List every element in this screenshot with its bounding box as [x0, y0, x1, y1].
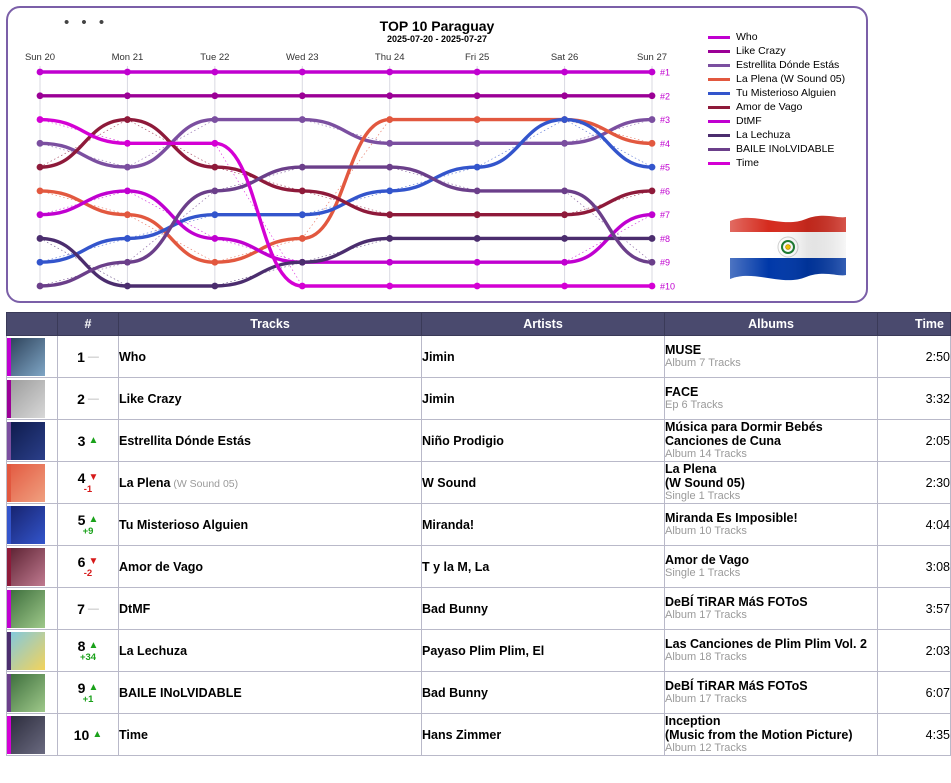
table-row[interactable] [7, 504, 951, 546]
header-tracks[interactable]: Tracks [119, 313, 422, 336]
table-row[interactable] [7, 420, 951, 462]
x-axis-tick-label: Thu 24 [374, 52, 405, 63]
series-point[interactable] [474, 283, 481, 290]
album-title: La Plena [665, 462, 717, 476]
rank-number: 1 [77, 348, 85, 365]
album-title: Miranda Es Imposible! [665, 511, 798, 525]
chart-subtitle: 2025-07-20 - 2025-07-27 [386, 34, 488, 44]
series-point[interactable] [124, 283, 131, 290]
series-point[interactable] [299, 259, 306, 266]
rank-color-stripe [7, 506, 11, 544]
y-axis-tick-label: #2 [660, 91, 671, 102]
track-title: Estrellita Dónde Estás [119, 433, 251, 448]
series-point[interactable] [386, 283, 393, 290]
track-cell[interactable] [119, 546, 422, 588]
legend-label: BAILE INoLVIDABLE [736, 143, 835, 155]
album-art-cell [7, 630, 58, 672]
series-point[interactable] [211, 116, 218, 123]
track-title: Like Crazy [119, 391, 182, 406]
chart-legend [708, 30, 868, 170]
series-point[interactable] [124, 92, 131, 99]
series-point[interactable] [649, 187, 656, 194]
duration-cell: 2:05 [878, 420, 951, 462]
series-point[interactable] [386, 259, 393, 266]
series-point[interactable] [561, 235, 568, 242]
artist-cell[interactable]: Hans Zimmer [422, 714, 665, 756]
rank-delta: +34 [79, 652, 97, 663]
y-axis-tick-label: #4 [660, 138, 671, 149]
series-point[interactable] [211, 259, 218, 266]
series-point[interactable] [211, 283, 218, 290]
tracks-table-body [7, 336, 951, 756]
artist-cell[interactable]: Bad Bunny [422, 672, 665, 714]
rank-cell [58, 462, 119, 504]
series-point[interactable] [124, 235, 131, 242]
album-cell[interactable] [665, 714, 878, 756]
series-point[interactable] [474, 187, 481, 194]
series-point[interactable] [649, 140, 656, 147]
series-point[interactable] [474, 92, 481, 99]
series-point[interactable] [474, 140, 481, 147]
legend-swatch-icon [708, 148, 730, 151]
album-art-cell [7, 672, 58, 714]
series-point[interactable] [649, 92, 656, 99]
track-title: Amor de Vago [119, 559, 204, 574]
series-point[interactable] [299, 283, 306, 290]
rank-delta: +9 [82, 526, 94, 537]
rank-cell [58, 672, 119, 714]
album-title: DeBÍ TiRAR MáS FOToS [665, 679, 808, 693]
series-point[interactable] [561, 283, 568, 290]
y-axis-tick-label: #6 [660, 186, 671, 197]
rank-color-stripe [7, 716, 11, 754]
chart-title: TOP 10 Paraguay [379, 18, 495, 34]
rank-cell [58, 504, 119, 546]
artist-cell[interactable]: W Sound [422, 462, 665, 504]
x-axis-tick-label: Tue 22 [200, 52, 230, 63]
series-point[interactable] [561, 211, 568, 218]
series-point[interactable] [386, 140, 393, 147]
track-cell[interactable] [119, 420, 422, 462]
table-row[interactable] [7, 336, 951, 378]
table-row[interactable] [7, 630, 951, 672]
rank-cell [58, 630, 119, 672]
series-point[interactable] [649, 116, 656, 123]
series-point[interactable] [561, 259, 568, 266]
rank-delta: -2 [83, 568, 93, 579]
album-title: Las Canciones de Plim Plim Vol. 2 [665, 637, 867, 651]
album-cell[interactable] [665, 630, 878, 672]
track-cell[interactable] [119, 630, 422, 672]
series-point[interactable] [649, 283, 656, 290]
series-point[interactable] [561, 92, 568, 99]
series-point[interactable] [386, 69, 393, 76]
series-point[interactable] [386, 235, 393, 242]
track-title: DtMF [119, 601, 151, 616]
series-point[interactable] [37, 92, 44, 99]
album-title: Amor de Vago [665, 553, 750, 567]
chart-panel [6, 6, 868, 303]
y-axis-tick-label: #9 [660, 257, 671, 268]
y-axis-tick-label: #10 [660, 281, 676, 292]
legend-label: La Plena (W Sound 05) [736, 73, 846, 85]
y-axis-tick-label: #8 [660, 233, 671, 244]
legend-item[interactable] [708, 128, 868, 142]
album-art [7, 548, 45, 586]
y-axis-tick-label: #3 [660, 115, 671, 126]
track-cell[interactable] [119, 462, 422, 504]
album-subtitle: (Music from the Motion Picture) [665, 728, 853, 742]
rank-cell [58, 378, 119, 420]
album-art-cell [7, 420, 58, 462]
rank-color-stripe [7, 590, 11, 628]
rank-color-stripe [7, 632, 11, 670]
track-cell[interactable] [119, 672, 422, 714]
series-point[interactable] [474, 164, 481, 171]
series-point[interactable] [37, 235, 44, 242]
artist-cell[interactable]: Payaso Plim Plim, El [422, 630, 665, 672]
album-art-cell [7, 462, 58, 504]
series-point[interactable] [299, 69, 306, 76]
album-cell[interactable] [665, 462, 878, 504]
series-point[interactable] [474, 235, 481, 242]
album-subtitle: Canciones de Cuna [665, 434, 781, 448]
album-title: MUSE [665, 343, 702, 357]
series-point[interactable] [124, 187, 131, 194]
rank-color-stripe [7, 548, 11, 586]
artist-cell[interactable]: Niño Prodigio [422, 420, 665, 462]
artist-cell[interactable]: Bad Bunny [422, 588, 665, 630]
track-cell[interactable] [119, 504, 422, 546]
artist-cell[interactable]: T y la M, La [422, 546, 665, 588]
track-cell[interactable] [119, 378, 422, 420]
rank-cell [58, 336, 119, 378]
series-point[interactable] [386, 211, 393, 218]
series-point[interactable] [299, 187, 306, 194]
album-art [7, 464, 45, 502]
track-title: Who [119, 349, 147, 364]
table-row[interactable] [7, 462, 951, 504]
album-cell[interactable] [665, 546, 878, 588]
rank-color-stripe [7, 338, 11, 376]
series-point[interactable] [37, 211, 44, 218]
rank-number: 10 [73, 726, 90, 743]
series-point[interactable] [211, 92, 218, 99]
rank-number: 3 [77, 432, 86, 449]
legend-label: Like Crazy [736, 45, 786, 57]
rank-cell [58, 714, 119, 756]
series-point[interactable] [299, 164, 306, 171]
album-meta: Single 1 Tracks [665, 567, 741, 579]
series-point[interactable] [299, 92, 306, 99]
legend-label: Tu Misterioso Alguien [736, 87, 836, 99]
series-point[interactable] [124, 116, 131, 123]
rank-color-stripe [7, 380, 11, 418]
duration-cell: 3:57 [878, 588, 951, 630]
series-point[interactable] [37, 259, 44, 266]
arrow-same-icon: — [87, 350, 99, 363]
rank-cell [58, 588, 119, 630]
table-row[interactable] [7, 588, 951, 630]
album-cell[interactable] [665, 672, 878, 714]
table-row[interactable] [7, 546, 951, 588]
album-cell[interactable] [665, 588, 878, 630]
legend-item[interactable] [708, 86, 868, 100]
album-art [7, 380, 45, 418]
album-art [7, 422, 45, 460]
series-point[interactable] [649, 164, 656, 171]
arrow-up-icon: ▲ [92, 728, 103, 740]
series-point[interactable] [124, 259, 131, 266]
rank-number: 8 [77, 638, 86, 654]
track-subtitle: (W Sound 05) [170, 477, 239, 490]
table-row[interactable] [7, 672, 951, 714]
legend-swatch-icon [708, 92, 730, 95]
table-header-row [7, 313, 951, 336]
x-axis-tick-label: Sat 26 [550, 52, 579, 63]
legend-label: Time [736, 157, 759, 169]
y-axis-tick-label: #1 [660, 67, 671, 78]
tracks-table [6, 312, 951, 756]
artist-cell[interactable]: Jimin [422, 336, 665, 378]
table-row[interactable] [7, 714, 951, 756]
series-point[interactable] [37, 69, 44, 76]
legend-swatch-icon [708, 50, 730, 53]
rank-color-stripe [7, 464, 11, 502]
arrow-up-icon: ▲ [88, 434, 99, 446]
rank-cell [58, 420, 119, 462]
legend-swatch-icon [708, 106, 730, 109]
album-meta: Single 1 Tracks [665, 490, 741, 502]
artist-cell[interactable]: Jimin [422, 378, 665, 420]
legend-item[interactable] [708, 44, 868, 58]
legend-label: DtMF [736, 115, 762, 127]
album-subtitle: (W Sound 05) [665, 476, 745, 490]
legend-item[interactable] [708, 72, 868, 86]
series-point[interactable] [37, 187, 44, 194]
series-point[interactable] [124, 211, 131, 218]
legend-label: La Lechuza [736, 129, 791, 141]
legend-item[interactable] [708, 114, 868, 128]
series-point[interactable] [211, 211, 218, 218]
table-row[interactable] [7, 378, 951, 420]
legend-label: Estrellita Dónde Estás [736, 59, 840, 71]
track-title: BAILE INoLVIDABLE [119, 685, 242, 700]
rank-number: 7 [77, 600, 85, 617]
header-artists[interactable]: Artists [422, 313, 665, 336]
series-point[interactable] [474, 259, 481, 266]
duration-cell: 4:04 [878, 504, 951, 546]
album-art [7, 590, 45, 628]
series-point[interactable] [649, 69, 656, 76]
album-title: DeBÍ TiRAR MáS FOToS [665, 595, 808, 609]
series-point[interactable] [649, 211, 656, 218]
series-point[interactable] [561, 116, 568, 123]
album-cell[interactable] [665, 336, 878, 378]
series-point[interactable] [211, 187, 218, 194]
album-art-cell [7, 504, 58, 546]
legend-item[interactable] [708, 100, 868, 114]
album-art [7, 674, 45, 712]
track-title: Tu Misterioso Alguien [119, 517, 249, 532]
track-title: La Plena [119, 475, 171, 490]
y-axis-tick-label: #5 [660, 162, 671, 173]
album-meta: Album 17 Tracks [665, 693, 747, 705]
track-title: Time [119, 727, 148, 742]
album-cell[interactable] [665, 420, 878, 462]
series-point[interactable] [561, 187, 568, 194]
track-title: La Lechuza [119, 643, 188, 658]
series-point[interactable] [299, 211, 306, 218]
rank-delta: -1 [83, 484, 93, 495]
legend-item[interactable] [708, 156, 868, 170]
legend-item[interactable] [708, 30, 868, 44]
rank-number: 4 [77, 470, 86, 486]
series-point[interactable] [299, 235, 306, 242]
legend-swatch-icon [708, 64, 730, 67]
album-meta: Album 7 Tracks [665, 357, 741, 369]
arrow-up-icon: ▲ [88, 514, 99, 525]
rank-number: 5 [77, 512, 86, 528]
series-point[interactable] [211, 164, 218, 171]
header-artwork [7, 313, 58, 336]
series-point[interactable] [37, 140, 44, 147]
album-art-cell [7, 714, 58, 756]
header-rank[interactable]: # [58, 313, 119, 336]
legend-label: Amor de Vago [736, 101, 803, 113]
series-point[interactable] [386, 116, 393, 123]
album-art [7, 506, 45, 544]
series-point[interactable] [37, 164, 44, 171]
arrow-down-icon: ▼ [88, 556, 99, 567]
duration-cell: 2:30 [878, 462, 951, 504]
album-art-cell [7, 336, 58, 378]
x-axis-tick-label: Sun 27 [636, 52, 668, 63]
duration-cell: 6:07 [878, 672, 951, 714]
album-meta: Album 14 Tracks [665, 448, 747, 460]
rank-delta: +1 [82, 694, 94, 705]
arrow-down-icon: ▼ [88, 472, 99, 483]
rank-line-chart [26, 48, 686, 298]
album-meta: Album 10 Tracks [665, 525, 747, 537]
album-art [7, 632, 45, 670]
album-meta: Album 12 Tracks [665, 742, 747, 754]
paraguay-flag [724, 207, 852, 291]
duration-cell: 3:32 [878, 378, 951, 420]
series-point[interactable] [124, 69, 131, 76]
arrow-up-icon: ▲ [88, 682, 99, 693]
album-art [7, 338, 45, 376]
series-point[interactable] [211, 140, 218, 147]
legend-swatch-icon [708, 134, 730, 137]
rank-number: 2 [77, 390, 85, 407]
header-albums[interactable]: Albums [665, 313, 878, 336]
series-point[interactable] [124, 140, 131, 147]
header-time[interactable]: Time [878, 313, 951, 336]
legend-swatch-icon [708, 36, 730, 39]
album-cell[interactable] [665, 378, 878, 420]
series-line[interactable] [40, 167, 652, 286]
series-point[interactable] [299, 116, 306, 123]
arrow-up-icon: ▲ [88, 640, 99, 651]
rank-color-stripe [7, 422, 11, 460]
legend-swatch-icon [708, 78, 730, 81]
duration-cell: 4:35 [878, 714, 951, 756]
series-point[interactable] [561, 69, 568, 76]
duration-cell: 3:08 [878, 546, 951, 588]
rank-number: 9 [77, 680, 86, 696]
rank-cell [58, 546, 119, 588]
legend-label: Who [736, 31, 758, 43]
track-cell[interactable] [119, 336, 422, 378]
series-point[interactable] [124, 164, 131, 171]
album-meta: Album 17 Tracks [665, 609, 747, 621]
series-point[interactable] [211, 235, 218, 242]
duration-cell: 2:03 [878, 630, 951, 672]
series-point[interactable] [561, 140, 568, 147]
x-axis-tick-label: Wed 23 [285, 52, 319, 63]
tracks-table-wrap [6, 312, 950, 756]
series-point[interactable] [474, 211, 481, 218]
series-point[interactable] [649, 235, 656, 242]
series-point[interactable] [37, 283, 44, 290]
album-title: Inception [665, 714, 721, 728]
legend-item[interactable] [708, 58, 868, 72]
x-axis-tick-label: Mon 21 [111, 52, 144, 63]
duration-cell: 2:50 [878, 336, 951, 378]
artist-cell[interactable]: Miranda! [422, 504, 665, 546]
x-axis-tick-label: Fri 25 [464, 52, 490, 63]
legend-swatch-icon [708, 162, 730, 165]
arrow-same-icon: — [87, 602, 99, 615]
album-art-cell [7, 546, 58, 588]
series-point[interactable] [474, 69, 481, 76]
x-axis-tick-label: Sun 20 [24, 52, 56, 63]
album-meta: Album 18 Tracks [665, 651, 747, 663]
y-axis-tick-label: #7 [660, 210, 671, 221]
legend-more-indicator: • • • [64, 14, 109, 31]
track-cell[interactable] [119, 714, 422, 756]
arrow-same-icon: — [87, 392, 99, 405]
series-point[interactable] [386, 164, 393, 171]
series-point[interactable] [649, 259, 656, 266]
series-point[interactable] [37, 116, 44, 123]
album-meta: Ep 6 Tracks [665, 399, 724, 411]
album-cell[interactable] [665, 504, 878, 546]
legend-item[interactable] [708, 142, 868, 156]
album-art [7, 716, 45, 754]
rank-number: 6 [77, 554, 86, 570]
legend-swatch-icon [708, 120, 730, 123]
album-title: FACE [665, 385, 699, 399]
album-art-cell [7, 378, 58, 420]
series-point[interactable] [474, 116, 481, 123]
track-cell[interactable] [119, 588, 422, 630]
rank-color-stripe [7, 674, 11, 712]
series-point[interactable] [386, 187, 393, 194]
album-title: Música para Dormir Bebés [665, 420, 823, 434]
series-point[interactable] [386, 92, 393, 99]
series-point[interactable] [211, 69, 218, 76]
album-art-cell [7, 588, 58, 630]
